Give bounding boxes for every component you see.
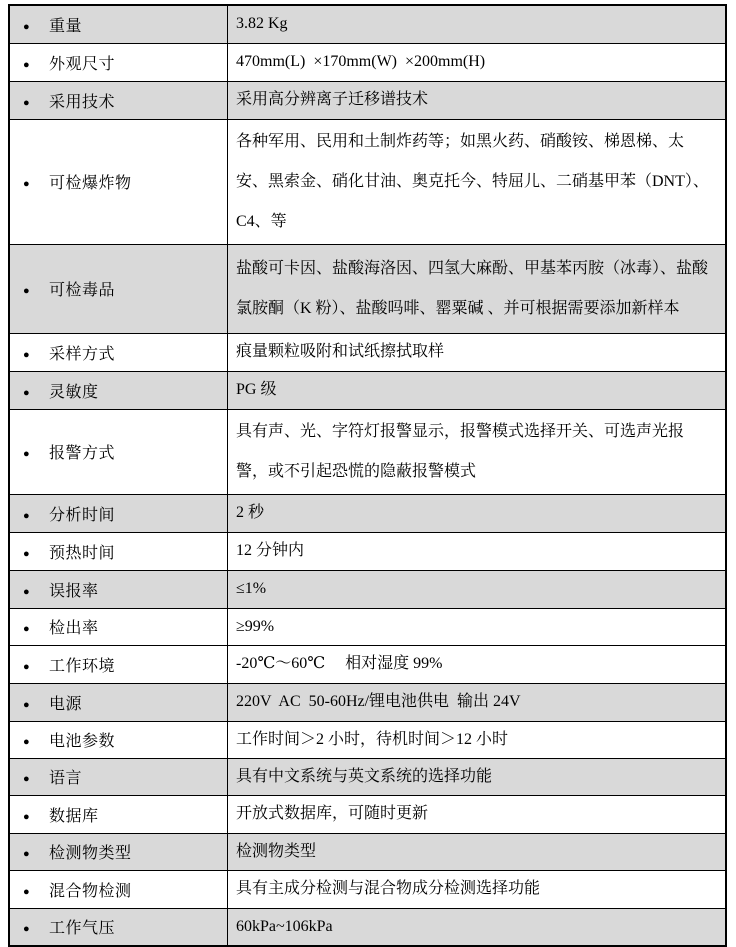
spec-label-cell	[9, 608, 228, 645]
spec-label-cell	[9, 119, 228, 244]
spec-label-cell	[9, 758, 228, 795]
table-row	[9, 409, 726, 494]
spec-value: 盐酸可卡因、盐酸海洛因、四氢大麻酚、甲基苯丙胺（冰毒）、盐酸氯胺酮（K 粉）、盐酸吗啡、罂粟碱 、并可根据需要添加新样本	[228, 244, 727, 333]
bullet-icon: ●	[23, 885, 30, 898]
spec-label: 电池参数	[49, 733, 116, 750]
table-row	[9, 833, 726, 870]
bullet-icon: ●	[23, 773, 30, 785]
spec-value: ≤1%	[228, 570, 727, 608]
spec-label: 预热时间	[49, 544, 116, 562]
table-row	[9, 81, 726, 119]
table-row	[9, 119, 726, 244]
spec-value: 检测物类型	[228, 833, 727, 870]
table-row	[9, 608, 726, 645]
spec-value: 痕量颗粒吸附和试纸擦拭取样	[228, 333, 727, 371]
spec-label: 可检毒品	[49, 282, 116, 299]
spec-value: 采用高分辨离子迁移谱技术	[228, 81, 727, 119]
spec-label-cell	[9, 409, 228, 494]
spec-value: 2 秒	[228, 494, 727, 532]
spec-label-cell	[9, 43, 228, 81]
table-row	[9, 371, 726, 409]
table-row	[9, 795, 726, 833]
spec-label: 外观尺寸	[49, 55, 116, 73]
spec-table	[8, 4, 727, 947]
spec-label-cell	[9, 371, 228, 409]
table-row	[9, 645, 726, 683]
spec-label: 报警方式	[49, 445, 116, 462]
spec-label: 电源	[49, 695, 83, 713]
bullet-icon: ●	[23, 736, 30, 748]
spec-value: 各种军用、民用和土制炸药等；如黑火药、硝酸铵、梯恩梯、太安、黑索金、硝化甘油、奥克托今、特屈儿、二硝基甲苯（DNT）、C4、等	[228, 119, 727, 244]
spec-label-cell	[9, 833, 228, 870]
spec-label-cell	[9, 870, 228, 908]
spec-label: 工作气压	[49, 920, 116, 938]
spec-label-cell	[9, 570, 228, 608]
bullet-icon: ●	[23, 547, 30, 560]
spec-label-cell	[9, 683, 228, 721]
bullet-icon: ●	[23, 58, 30, 71]
bullet-icon: ●	[23, 178, 30, 190]
bullet-icon: ●	[23, 810, 30, 823]
spec-label: 数据库	[49, 807, 99, 825]
table-row	[9, 721, 726, 758]
spec-label-cell	[9, 721, 228, 758]
spec-label-cell	[9, 532, 228, 570]
bullet-icon: ●	[23, 348, 30, 361]
spec-label: 可检爆炸物	[49, 175, 132, 192]
bullet-icon: ●	[23, 660, 30, 673]
spec-value: PG 级	[228, 371, 727, 409]
table-row	[9, 5, 726, 43]
spec-label-cell	[9, 645, 228, 683]
spec-value: 12 分钟内	[228, 532, 727, 570]
table-row	[9, 532, 726, 570]
spec-label: 混合物检测	[49, 882, 132, 900]
table-row	[9, 333, 726, 371]
spec-label: 语言	[49, 770, 83, 787]
bullet-icon: ●	[23, 386, 30, 399]
table-row	[9, 683, 726, 721]
spec-label-cell	[9, 908, 228, 946]
spec-label: 采样方式	[49, 345, 116, 363]
table-row	[9, 244, 726, 333]
spec-label: 分析时间	[49, 506, 116, 524]
spec-value: 220V AC 50-60Hz/锂电池供电 输出 24V	[228, 683, 727, 721]
bullet-icon: ●	[23, 585, 30, 598]
spec-value: 具有声、光、字符灯报警显示，报警模式选择开关、可选声光报警，或不引起恐慌的隐蔽报警模式	[228, 409, 727, 494]
spec-label-cell	[9, 5, 228, 43]
table-row	[9, 494, 726, 532]
spec-label: 采用技术	[49, 93, 116, 111]
spec-label-cell	[9, 795, 228, 833]
bullet-icon: ●	[23, 623, 30, 635]
bullet-icon: ●	[23, 923, 30, 936]
spec-label: 检出率	[49, 620, 99, 637]
table-row	[9, 758, 726, 795]
spec-value: 3.82 Kg	[228, 5, 727, 43]
spec-label: 灵敏度	[49, 383, 99, 401]
table-row	[9, 870, 726, 908]
spec-value: 470mm(L) ×170mm(W) ×200mm(H)	[228, 43, 727, 81]
spec-value: -20℃～60℃ 相对湿度 99%	[228, 645, 727, 683]
spec-label-cell	[9, 244, 228, 333]
spec-label-cell	[9, 333, 228, 371]
spec-label: 工作环境	[49, 657, 116, 675]
spec-table-body	[9, 5, 726, 946]
bullet-icon: ●	[23, 848, 30, 860]
bullet-icon: ●	[23, 96, 30, 109]
bullet-icon: ●	[23, 448, 30, 460]
spec-value: 开放式数据库，可随时更新	[228, 795, 727, 833]
spec-label: 重量	[49, 17, 83, 35]
spec-label-cell	[9, 81, 228, 119]
spec-value: ≥99%	[228, 608, 727, 645]
table-row	[9, 570, 726, 608]
table-row	[9, 43, 726, 81]
bullet-icon: ●	[23, 20, 30, 33]
spec-value: 60kPa~106kPa	[228, 908, 727, 946]
bullet-icon: ●	[23, 698, 30, 711]
spec-value: 具有中文系统与英文系统的选择功能	[228, 758, 727, 795]
spec-value: 工作时间＞2 小时，待机时间＞12 小时	[228, 721, 727, 758]
spec-label: 检测物类型	[49, 845, 132, 862]
table-row	[9, 908, 726, 946]
spec-value: 具有主成分检测与混合物成分检测选择功能	[228, 870, 727, 908]
bullet-icon: ●	[23, 285, 30, 297]
spec-label: 误报率	[49, 582, 99, 600]
bullet-icon: ●	[23, 509, 30, 522]
spec-label-cell	[9, 494, 228, 532]
